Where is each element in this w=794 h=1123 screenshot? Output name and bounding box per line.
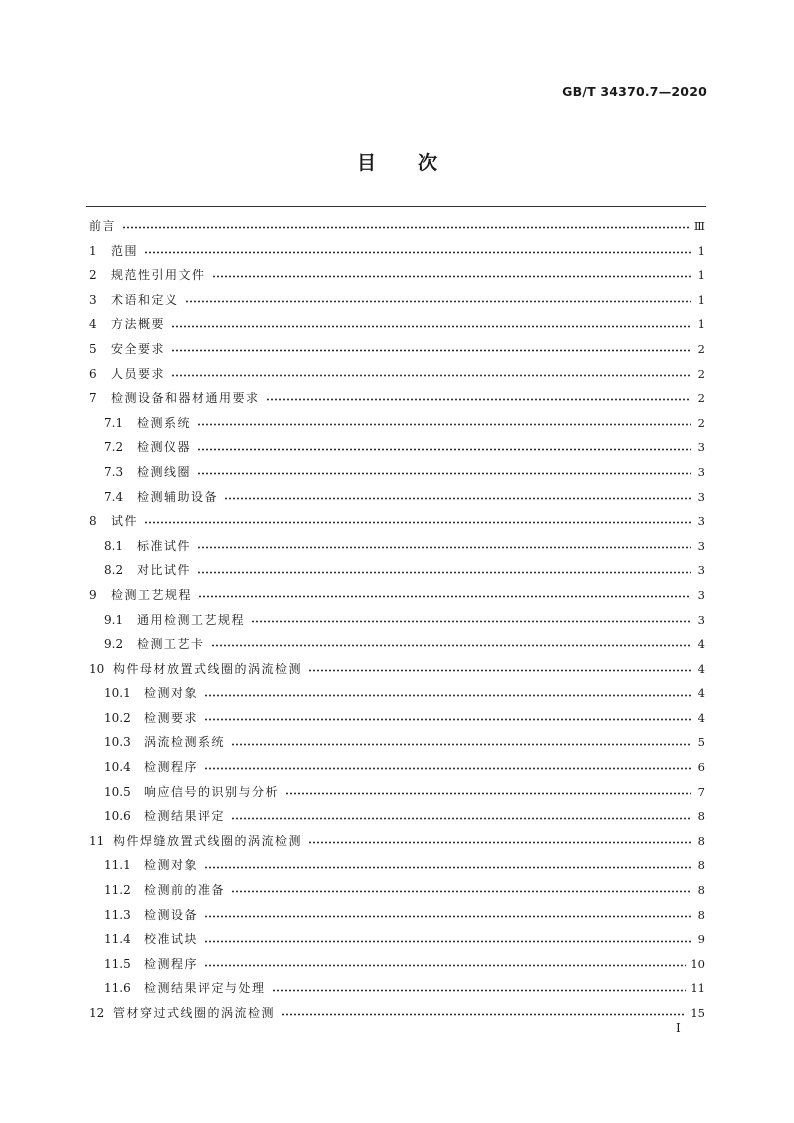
toc-entry-number: 7.3 — [104, 464, 124, 479]
dot-leader — [212, 275, 691, 278]
toc-entry[interactable] — [89, 829, 705, 854]
toc-entry-number: 6 — [89, 366, 97, 381]
toc-entry[interactable] — [89, 804, 705, 829]
toc-entry[interactable] — [89, 681, 705, 706]
toc-entry-number: 10.4 — [104, 760, 131, 775]
dot-leader — [231, 817, 691, 820]
toc-entry-number: 9 — [89, 587, 97, 602]
toc-entry-page-number: 10 — [690, 956, 705, 971]
toc-entry-label: 检测设备 — [144, 907, 199, 922]
toc-entry[interactable] — [89, 1001, 705, 1026]
toc-entry[interactable] — [89, 239, 705, 264]
toc-entry-number: 11.6 — [104, 981, 131, 996]
toc-entry-page-number: 3 — [697, 587, 705, 602]
toc-entry-page-number: 3 — [697, 464, 705, 479]
toc-entry-number: 11.2 — [104, 883, 131, 898]
toc-entry-label: 术语和定义 — [111, 292, 179, 307]
toc-entry-number: 2 — [89, 268, 97, 283]
dot-leader — [308, 841, 691, 844]
dot-leader — [204, 915, 691, 918]
toc-entry[interactable] — [89, 558, 705, 583]
toc-entry-number: 11.4 — [104, 932, 131, 947]
toc-entry-page-number: 8 — [697, 907, 705, 922]
toc-entry-label: 检测系统 — [137, 415, 192, 430]
toc-entry-label: 试件 — [111, 514, 139, 529]
title-divider — [86, 206, 706, 207]
toc-entry-page-number: 5 — [697, 735, 705, 750]
toc-entry-label: 响应信号的识别与分析 — [144, 784, 280, 799]
toc-entry[interactable] — [89, 534, 705, 559]
dot-leader — [231, 743, 691, 746]
toc-entry-number: 8 — [89, 514, 97, 529]
toc-entry-label: 涡流检测系统 — [144, 735, 226, 750]
toc-entry-label: 检测辅助设备 — [137, 489, 219, 504]
toc-entry-page-number: 8 — [697, 858, 705, 873]
toc-entry-label: 检测设备和器材通用要求 — [111, 391, 260, 406]
toc-entry-page-number: 4 — [697, 661, 705, 676]
dot-leader — [197, 448, 691, 451]
toc-entry-page-number: 1 — [697, 317, 705, 332]
toc-entry-label: 检测结果评定与处理 — [144, 981, 266, 996]
toc-entry-page-number: 2 — [697, 341, 705, 356]
toc-entry-page-number: 8 — [697, 809, 705, 824]
toc-entry[interactable] — [89, 878, 705, 903]
toc-entry[interactable] — [89, 362, 705, 387]
toc-entry-label: 检测仪器 — [137, 440, 192, 455]
toc-entry[interactable] — [89, 755, 705, 780]
dot-leader — [171, 325, 691, 328]
toc-entry-number: 7.2 — [104, 440, 124, 455]
dot-leader — [204, 718, 691, 721]
toc-entry[interactable] — [89, 730, 705, 755]
dot-leader — [211, 644, 691, 647]
toc-entry[interactable] — [89, 706, 705, 731]
toc-entry-page-number: 3 — [697, 489, 705, 504]
page-folio: I — [676, 1021, 681, 1035]
dot-leader — [251, 620, 691, 623]
dot-leader — [204, 767, 691, 770]
dot-leader — [308, 669, 691, 672]
toc-entry-page-number: 1 — [697, 243, 705, 258]
toc-entry-page-number: 11 — [690, 981, 705, 996]
toc-entry-page-number: 2 — [697, 366, 705, 381]
toc-entry[interactable] — [89, 976, 705, 1001]
dot-leader — [122, 226, 690, 229]
toc-entry-label: 标准试件 — [137, 538, 192, 553]
toc-entry[interactable] — [89, 485, 705, 510]
toc-entry[interactable] — [89, 608, 705, 633]
toc-entry-label: 检测程序 — [144, 760, 199, 775]
toc-entry[interactable] — [89, 903, 705, 928]
toc-entry-label: 检测对象 — [144, 686, 199, 701]
toc-entry-number: 7.4 — [104, 489, 124, 504]
toc-entry[interactable] — [89, 952, 705, 977]
toc-entry-number: 10.1 — [104, 686, 131, 701]
toc-entry[interactable] — [89, 657, 705, 682]
toc-entry-number: 5 — [89, 341, 97, 356]
toc-entry-page-number: 8 — [697, 883, 705, 898]
toc-entry-page-number: Ⅲ — [693, 219, 705, 233]
dot-leader — [281, 1013, 686, 1016]
toc-entry-label: 检测工艺卡 — [137, 637, 205, 652]
toc-entry-page-number: 3 — [697, 563, 705, 578]
toc-entry-number: 8.1 — [104, 538, 124, 553]
standard-code: GB/T 34370.7—2020 — [562, 84, 707, 99]
toc-entry-label: 管材穿过式线圈的涡流检测 — [113, 1006, 276, 1020]
toc-entry-number: 4 — [89, 317, 97, 332]
toc-entry-label: 检测结果评定 — [144, 809, 226, 824]
toc-entry-page-number: 3 — [697, 440, 705, 455]
toc-entry-label: 前言 — [89, 219, 117, 233]
toc-entry-label: 检测程序 — [144, 956, 199, 971]
dot-leader — [266, 398, 691, 401]
toc-entry-label: 安全要求 — [111, 341, 166, 356]
toc-entry-number: 9.1 — [104, 612, 124, 627]
toc-entry-page-number: 3 — [697, 514, 705, 529]
toc-entry-label: 规范性引用文件 — [111, 268, 206, 283]
toc-entry-label: 检测对象 — [144, 858, 199, 873]
toc-entry-number: 12 — [89, 1006, 105, 1020]
toc-entry-label: 检测线圈 — [137, 464, 192, 479]
toc-entry[interactable] — [89, 632, 705, 657]
toc-entry[interactable] — [89, 386, 705, 411]
page-title: 目次 — [356, 152, 479, 174]
dot-leader — [224, 497, 691, 500]
toc-entry-number: 10 — [89, 661, 105, 676]
toc-entry-page-number: 1 — [697, 268, 705, 283]
toc-entry-number: 10.3 — [104, 735, 131, 750]
toc-entry-page-number: 3 — [697, 612, 705, 627]
toc-entry-page-number: 4 — [697, 686, 705, 701]
toc-entry-number: 11.5 — [104, 956, 131, 971]
toc-entry[interactable] — [89, 460, 705, 485]
toc-entry[interactable] — [89, 435, 705, 460]
dot-leader — [272, 989, 687, 992]
toc-entry-page-number: 8 — [697, 833, 705, 848]
dot-leader — [171, 374, 691, 377]
toc-entry-number: 10.5 — [104, 784, 131, 799]
dot-leader — [198, 595, 691, 598]
toc-entry-page-number: 2 — [697, 415, 705, 430]
toc-entry-number: 11 — [89, 833, 105, 848]
toc-entry[interactable] — [89, 780, 705, 805]
toc-entry-label: 检测工艺规程 — [111, 587, 193, 602]
toc-entry-page-number: 3 — [697, 538, 705, 553]
toc-entry-label: 检测前的准备 — [144, 883, 226, 898]
table-of-contents — [89, 214, 705, 1026]
toc-entry[interactable] — [89, 337, 705, 362]
toc-entry-number: 10.6 — [104, 809, 131, 824]
toc-entry-page-number: 15 — [690, 1006, 705, 1020]
dot-leader — [204, 866, 691, 869]
dot-leader — [171, 349, 691, 352]
dot-leader — [285, 792, 691, 795]
dot-leader — [197, 546, 691, 549]
toc-entry[interactable] — [89, 214, 705, 239]
toc-entry-number: 11.1 — [104, 858, 131, 873]
toc-entry[interactable] — [89, 288, 705, 313]
toc-entry-number: 7.1 — [104, 415, 124, 430]
toc-entry-label: 范围 — [111, 243, 139, 258]
toc-entry-page-number: 1 — [697, 292, 705, 307]
toc-entry-label: 构件焊缝放置式线圈的涡流检测 — [113, 833, 303, 848]
toc-entry-label: 校准试块 — [144, 932, 199, 947]
toc-entry-page-number: 4 — [697, 710, 705, 725]
dot-leader — [204, 694, 691, 697]
toc-entry[interactable] — [89, 263, 705, 288]
toc-entry[interactable] — [89, 853, 705, 878]
toc-entry[interactable] — [89, 927, 705, 952]
dot-leader — [197, 571, 691, 574]
dot-leader — [204, 964, 686, 967]
toc-entry-label: 方法概要 — [111, 317, 166, 332]
dot-leader — [231, 890, 691, 893]
toc-entry-page-number: 2 — [697, 391, 705, 406]
dot-leader — [204, 940, 691, 943]
toc-entry-page-number: 7 — [697, 784, 705, 799]
dot-leader — [185, 300, 691, 303]
toc-entry-number: 1 — [89, 243, 97, 258]
dot-leader — [144, 251, 691, 254]
toc-entry-label: 对比试件 — [137, 563, 192, 578]
toc-entry[interactable] — [89, 509, 705, 534]
toc-entry-label: 检测要求 — [144, 710, 199, 725]
toc-entry-number: 10.2 — [104, 710, 131, 725]
toc-entry-number: 7 — [89, 391, 97, 406]
toc-entry-number: 3 — [89, 292, 97, 307]
toc-entry[interactable] — [89, 411, 705, 436]
dot-leader — [197, 423, 691, 426]
toc-entry[interactable] — [89, 583, 705, 608]
toc-entry-page-number: 9 — [697, 932, 705, 947]
toc-entry[interactable] — [89, 312, 705, 337]
toc-entry-number: 8.2 — [104, 563, 124, 578]
toc-entry-page-number: 6 — [697, 760, 705, 775]
toc-entry-number: 9.2 — [104, 637, 124, 652]
toc-entry-label: 构件母材放置式线圈的涡流检测 — [113, 661, 303, 676]
toc-entry-label: 通用检测工艺规程 — [137, 612, 246, 627]
toc-entry-label: 人员要求 — [111, 366, 166, 381]
dot-leader — [144, 521, 691, 524]
dot-leader — [197, 472, 691, 475]
toc-entry-page-number: 4 — [697, 637, 705, 652]
toc-entry-number: 11.3 — [104, 907, 131, 922]
